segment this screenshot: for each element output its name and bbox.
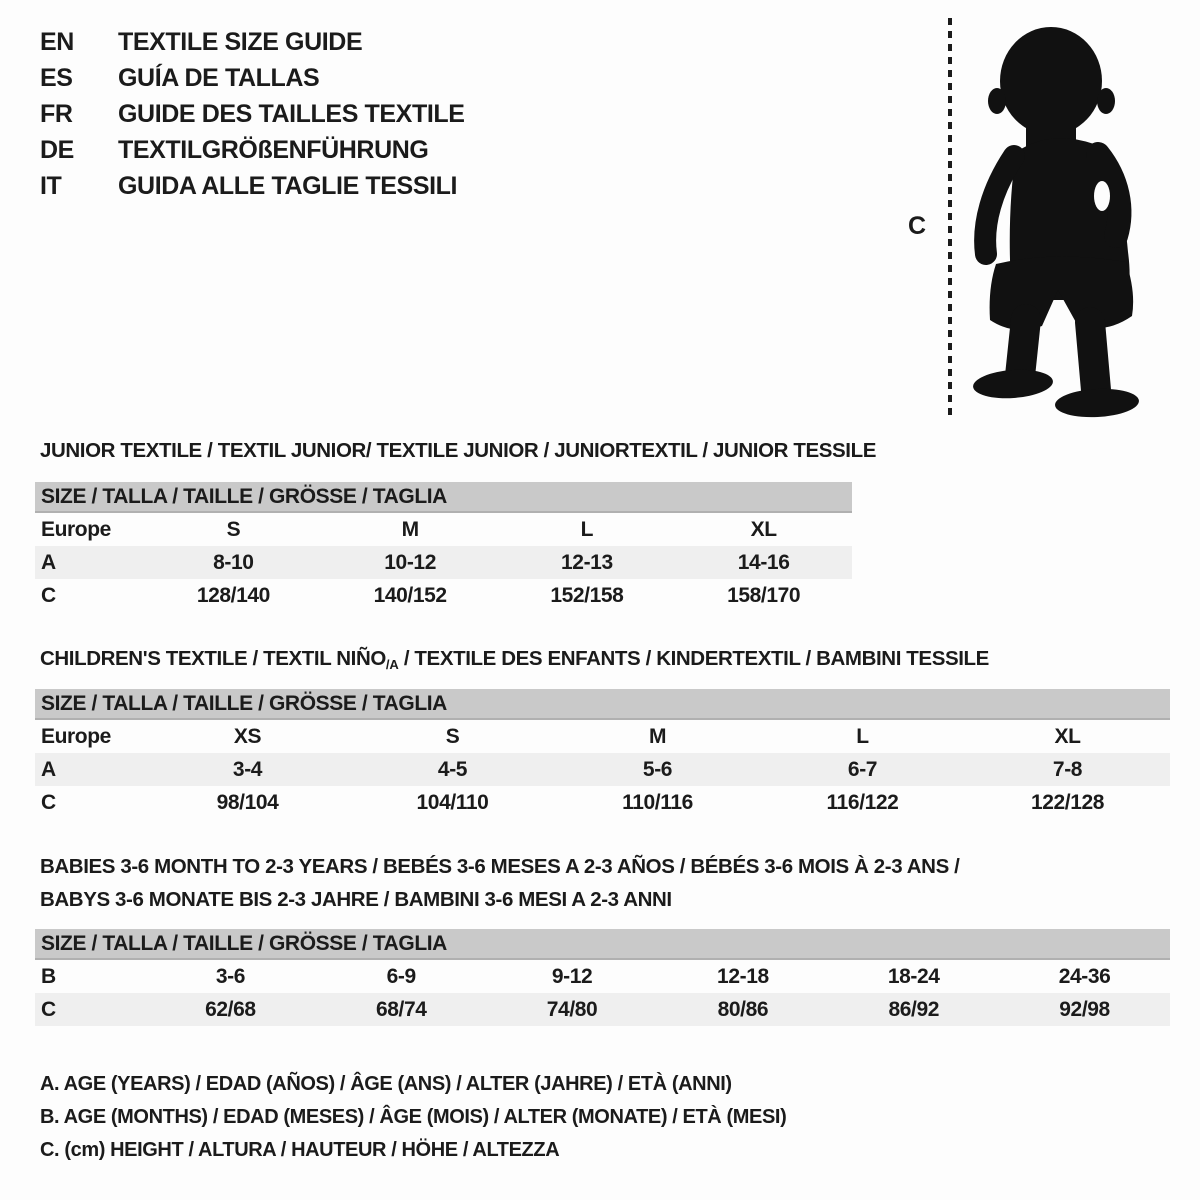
- language-code: ES: [40, 64, 73, 92]
- legend-line-age-months: B. AGE (MONTHS) / EDAD (MESES) / ÂGE (MOIS) / ALTER (MONATE) / ETÀ (MESI): [40, 1106, 787, 1128]
- children-title-suffix: / TEXTILE DES ENFANTS / KINDERTEXTIL / BAMBINI TESSILE: [398, 647, 989, 670]
- legend-line-age-years: A. AGE (YEARS) / EDAD (AÑOS) / ÂGE (ANS) / ALTER (JAHRE) / ETÀ (ANNI): [40, 1073, 732, 1095]
- language-row-fr: [40, 96, 465, 132]
- row-label: A: [41, 550, 56, 574]
- size-cell: L: [856, 724, 869, 748]
- table-row-age-months: [35, 960, 1170, 993]
- row-label: C: [41, 997, 56, 1021]
- height-cell: 152/158: [550, 583, 624, 607]
- age-cell: 3-4: [232, 757, 263, 781]
- babies-size-table: [35, 929, 1170, 1026]
- height-measure-label: C: [908, 212, 926, 240]
- language-row-en: [40, 24, 465, 60]
- junior-size-table: [35, 482, 852, 612]
- height-cell: 98/104: [216, 790, 279, 814]
- height-cell: 62/68: [205, 997, 256, 1021]
- size-cell: M: [401, 517, 419, 541]
- junior-section-title: JUNIOR TEXTILE / TEXTIL JUNIOR/ TEXTILE JUNIOR / JUNIORTEXTIL / JUNIOR TESSILE: [40, 439, 876, 462]
- language-row-it: [40, 168, 465, 204]
- height-cell: 80/86: [717, 997, 769, 1021]
- age-cell: 12-13: [561, 550, 613, 574]
- age-cell: 5-6: [642, 757, 673, 781]
- babies-title-line1: BABIES 3-6 MONTH TO 2-3 YEARS / BEBÉS 3-6 MESES A 2-3 AÑOS / BÉBÉS 3-6 MOIS À 2-3 ANS /: [40, 855, 960, 878]
- children-section-title: [40, 642, 989, 681]
- language-code: EN: [40, 28, 74, 56]
- size-cell: L: [580, 517, 594, 541]
- row-label: Europe: [41, 517, 111, 541]
- legend-line-height-cm: C. (cm) HEIGHT / ALTURA / HAUTEUR / HÖHE / ALTEZZA: [40, 1139, 560, 1161]
- measurement-legend: [40, 1068, 786, 1167]
- guide-title-es: GUÍA DE TALLAS: [118, 64, 320, 92]
- table-row-age-years: [35, 546, 852, 579]
- age-cell: 24-36: [1058, 964, 1111, 988]
- age-cell: 3-6: [215, 964, 245, 988]
- age-cell: 12-18: [717, 964, 769, 988]
- size-header-bar: SIZE / TALLA / TAILLE / GRÖSSE / TAGLIA: [35, 929, 1170, 960]
- table-row-europe: [35, 513, 852, 546]
- size-header-bar: SIZE / TALLA / TAILLE / GRÖSSE / TAGLIA: [35, 482, 852, 513]
- row-label: Europe: [41, 724, 111, 748]
- guide-title-en: TEXTILE SIZE GUIDE: [118, 28, 363, 56]
- size-cell: M: [648, 724, 667, 748]
- guide-title-it: GUIDA ALLE TAGLIE TESSILI: [118, 172, 458, 200]
- height-cell: 122/128: [1030, 790, 1105, 814]
- age-cell: 7-8: [1052, 757, 1083, 781]
- size-cell: XL: [1054, 724, 1081, 748]
- age-cell: 14-16: [737, 550, 790, 574]
- children-size-table: [35, 689, 1170, 819]
- row-label: A: [41, 757, 56, 781]
- table-row-height-cm: [35, 786, 1170, 819]
- age-cell: 18-24: [887, 964, 940, 988]
- table-row-height-cm: [35, 579, 852, 612]
- row-label: B: [41, 964, 56, 988]
- toddler-silhouette-icon: [966, 24, 1146, 424]
- height-measure-dashed-line: [948, 18, 952, 416]
- size-cell: XS: [233, 724, 262, 748]
- table-row-height-cm: [35, 993, 1170, 1026]
- age-cell: 6-7: [847, 757, 878, 781]
- language-title-list: [40, 24, 465, 204]
- children-title-prefix: CHILDREN'S TEXTILE / TEXTIL NIÑO: [40, 647, 386, 670]
- height-cell: 74/80: [546, 997, 598, 1021]
- height-cell: 92/98: [1059, 997, 1110, 1021]
- age-cell: 10-12: [384, 550, 436, 574]
- height-cell: 128/140: [196, 583, 270, 607]
- size-header-bar: SIZE / TALLA / TAILLE / GRÖSSE / TAGLIA: [35, 689, 1170, 720]
- size-cell: XL: [750, 517, 777, 541]
- height-cell: 86/92: [888, 997, 940, 1021]
- children-title-subscript: /A: [385, 657, 399, 672]
- size-cell: S: [226, 517, 241, 541]
- language-code: FR: [40, 100, 73, 128]
- age-cell: 6-9: [386, 964, 416, 988]
- height-cell: 158/170: [727, 583, 801, 607]
- guide-title-de: TEXTILGRÖßENFÜHRUNG: [118, 136, 429, 164]
- row-label: C: [41, 790, 56, 814]
- babies-title-line2: BABYS 3-6 MONATE BIS 2-3 JAHRE / BAMBINI 3-6 MESI A 2-3 ANNI: [40, 888, 672, 911]
- age-cell: 4-5: [437, 757, 468, 781]
- babies-section-title: [40, 850, 959, 916]
- language-code: DE: [40, 136, 74, 164]
- height-cell: 140/152: [373, 583, 447, 607]
- age-cell: 9-12: [551, 964, 593, 988]
- height-cell: 68/74: [375, 997, 427, 1021]
- guide-title-fr: GUIDE DES TAILLES TEXTILE: [118, 100, 465, 128]
- height-cell: 116/122: [826, 790, 899, 814]
- language-row-de: [40, 132, 465, 168]
- table-row-europe: [35, 720, 1170, 753]
- age-cell: 8-10: [213, 550, 254, 574]
- height-cell: 110/116: [622, 790, 693, 814]
- height-cell: 104/110: [416, 790, 489, 814]
- size-cell: S: [445, 724, 460, 748]
- row-label: C: [41, 583, 56, 607]
- language-code: IT: [40, 172, 62, 200]
- language-row-es: [40, 60, 465, 96]
- table-row-age-years: [35, 753, 1170, 786]
